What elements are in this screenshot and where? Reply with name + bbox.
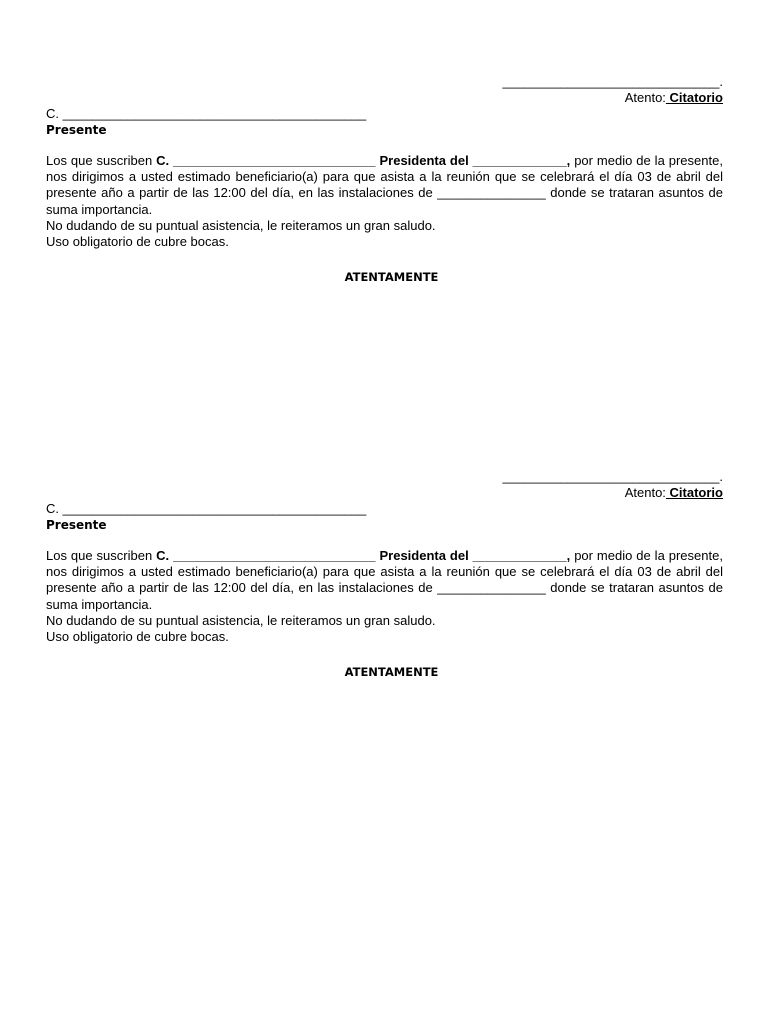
closing: ATENTAMENTE: [344, 665, 439, 680]
atento-value: Citatorio: [669, 485, 723, 500]
body-c-label: C. ____________________________: [156, 548, 376, 563]
atento-line: [46, 90, 723, 106]
recipient-prefix: C.: [46, 106, 59, 121]
body-line-3: Uso obligatorio de cubre bocas.: [46, 234, 229, 250]
body-line-3: Uso obligatorio de cubre bocas.: [46, 629, 229, 645]
body-role-label: Presidenta del _____________,: [379, 548, 571, 563]
closing: ATENTAMENTE: [344, 270, 439, 285]
recipient-prefix: C.: [46, 501, 59, 516]
body-role-label: Presidenta del _____________,: [379, 153, 571, 168]
recipient-blank: __________________________________________: [62, 501, 367, 516]
atento-line: [46, 485, 723, 501]
atento-label: Atento:: [624, 485, 666, 500]
letter-body: [46, 548, 723, 645]
date-blank: ______________________________.: [502, 74, 723, 89]
body-line-2: No dudando de su puntual asistencia, le reiteramos un gran saludo.: [46, 612, 436, 628]
body-line-2: No dudando de su puntual asistencia, le reiteramos un gran saludo.: [46, 217, 436, 233]
letter-1: [46, 74, 723, 285]
greeting: Presente: [46, 123, 107, 137]
body-intro: Los que suscriben: [46, 548, 153, 563]
date-blank: ______________________________.: [502, 469, 723, 484]
atento-value: Citatorio: [669, 90, 723, 105]
body-main-text: por medio de la presente, nos dirigimos a usted estimado beneficiario(a) para que asista a la reunión que se celebrará el día 03 de abril del presente año a partir de las 12:00 del día, en las instalaciones de _______________ donde se trataran asuntos de suma importancia.: [46, 153, 723, 217]
body-main-text: por medio de la presente, nos dirigimos a usted estimado beneficiario(a) para que asista a la reunión que se celebrará el día 03 de abril del presente año a partir de las 12:00 del día, en las instalaciones de _______________ donde se trataran asuntos de suma importancia.: [46, 548, 723, 612]
recipient-blank: __________________________________________: [62, 106, 367, 121]
greeting: Presente: [46, 518, 107, 532]
letter-2: [46, 469, 723, 680]
recipient-line: [46, 501, 723, 517]
atento-label: Atento:: [624, 90, 666, 105]
body-intro: Los que suscriben: [46, 153, 153, 168]
recipient-line: [46, 106, 723, 122]
body-c-label: C. ____________________________: [156, 153, 376, 168]
letter-body: [46, 153, 723, 250]
